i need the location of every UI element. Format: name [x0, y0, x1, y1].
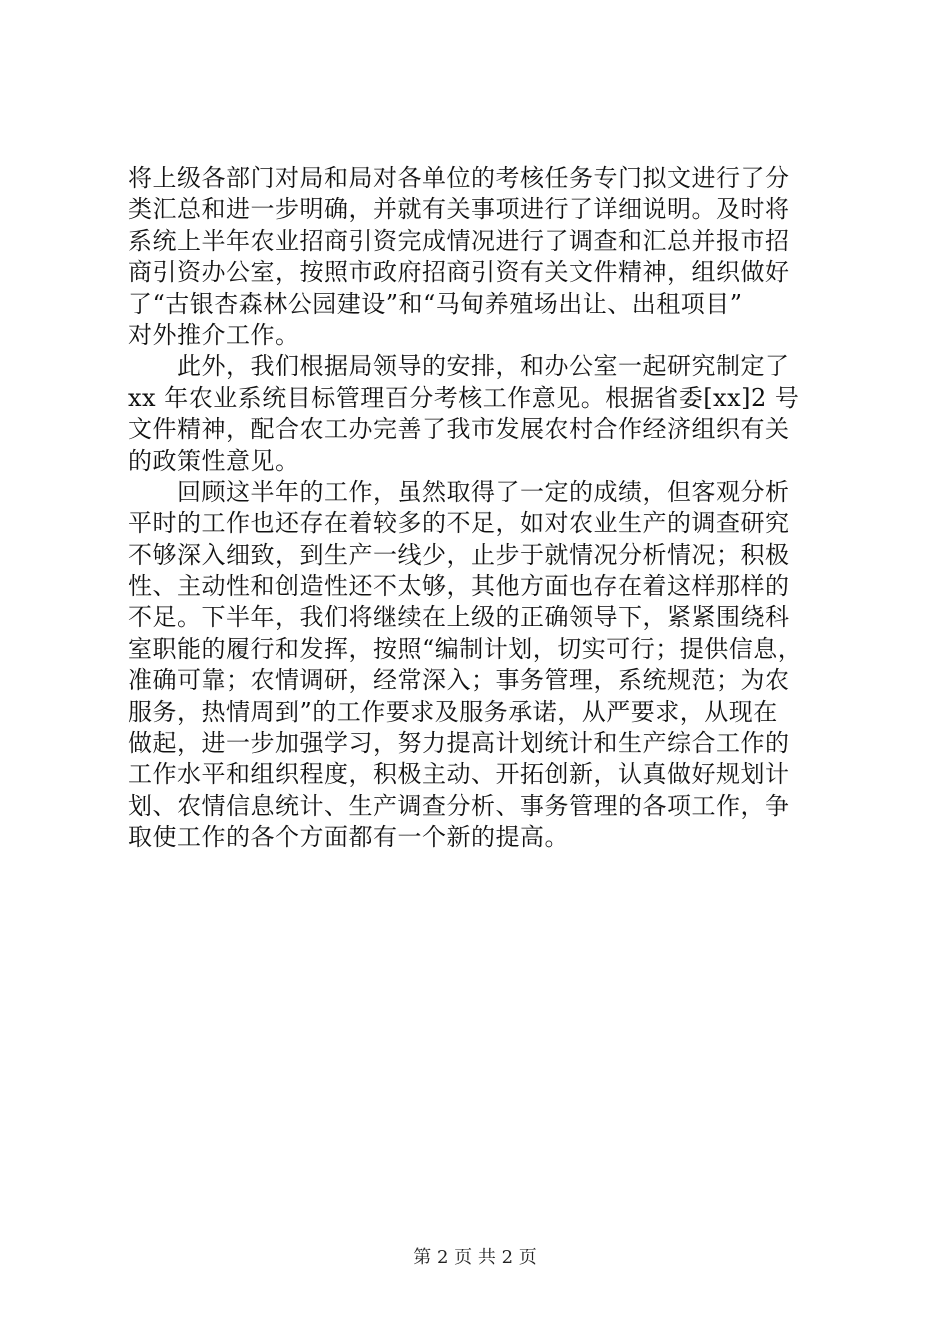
text-line-1: 将上级各部门对局和局对各单位的考核任务专门拟文进行了分 — [128, 164, 790, 192]
page-footer: 第 2 页 共 2 页 — [413, 1247, 537, 1268]
text-line-6: 对外推介工作。 — [128, 320, 300, 349]
text-line-19: 做起，进一步加强学习，努力提高计划统计和生产综合工作的 — [128, 729, 790, 758]
text-line-18: 服务，热情周到”的工作要求及服务承诺，从严要求，从现在 — [128, 697, 778, 726]
text-line-11: 回顾这半年的工作，虽然取得了一定的成绩，但客观分析 — [128, 477, 790, 506]
text-line-7: 此外，我们根据局领导的安排，和办公室一起研究制定了 — [128, 352, 790, 381]
text-line-20: 工作水平和组织程度，积极主动、开拓创新，认真做好规划计 — [128, 760, 790, 789]
text-line-5: 了“古银杏森林公园建设”和“马甸养殖场出让、出租项目” — [128, 289, 743, 318]
text-line-3: 系统上半年农业招商引资完成情况进行了调查和汇总并报市招 — [128, 226, 790, 255]
text-line-13: 不够深入细致，到生产一线少，止步于就情况分析情况；积极 — [128, 540, 790, 569]
text-line-2: 类汇总和进一步明确，并就有关事项进行了详细说明。及时将 — [128, 195, 790, 224]
text-line-21: 划、农情信息统计、生产调查分析、事务管理的各项工作，争 — [128, 791, 790, 820]
text-line-10: 的政策性意见。 — [128, 446, 300, 475]
text-line-16: 室职能的履行和发挥，按照“编制计划，切实可行；提供信息， — [128, 634, 803, 663]
text-line-14: 性、主动性和创造性还不太够，其他方面也存在着这样那样的 — [128, 572, 790, 601]
text-line-22: 取使工作的各个方面都有一个新的提高。 — [128, 823, 569, 852]
text-line-12: 平时的工作也还存在着较多的不足，如对农业生产的调查研究 — [128, 509, 790, 538]
text-line-15: 不足。下半年，我们将继续在上级的正确领导下，紧紧围绕科 — [128, 603, 790, 632]
text-line-17: 准确可靠；农情调研，经常深入；事务管理，系统规范；为农 — [128, 666, 790, 695]
body-text — [128, 163, 848, 854]
text-line-8: xx 年农业系统目标管理百分考核工作意见。根据省委[xx]2 号 — [128, 383, 800, 412]
text-line-4: 商引资办公室，按照市政府招商引资有关文件精神，组织做好 — [128, 258, 790, 287]
text-line-9: 文件精神，配合农工办完善了我市发展农村合作经济组织有关 — [128, 415, 790, 444]
